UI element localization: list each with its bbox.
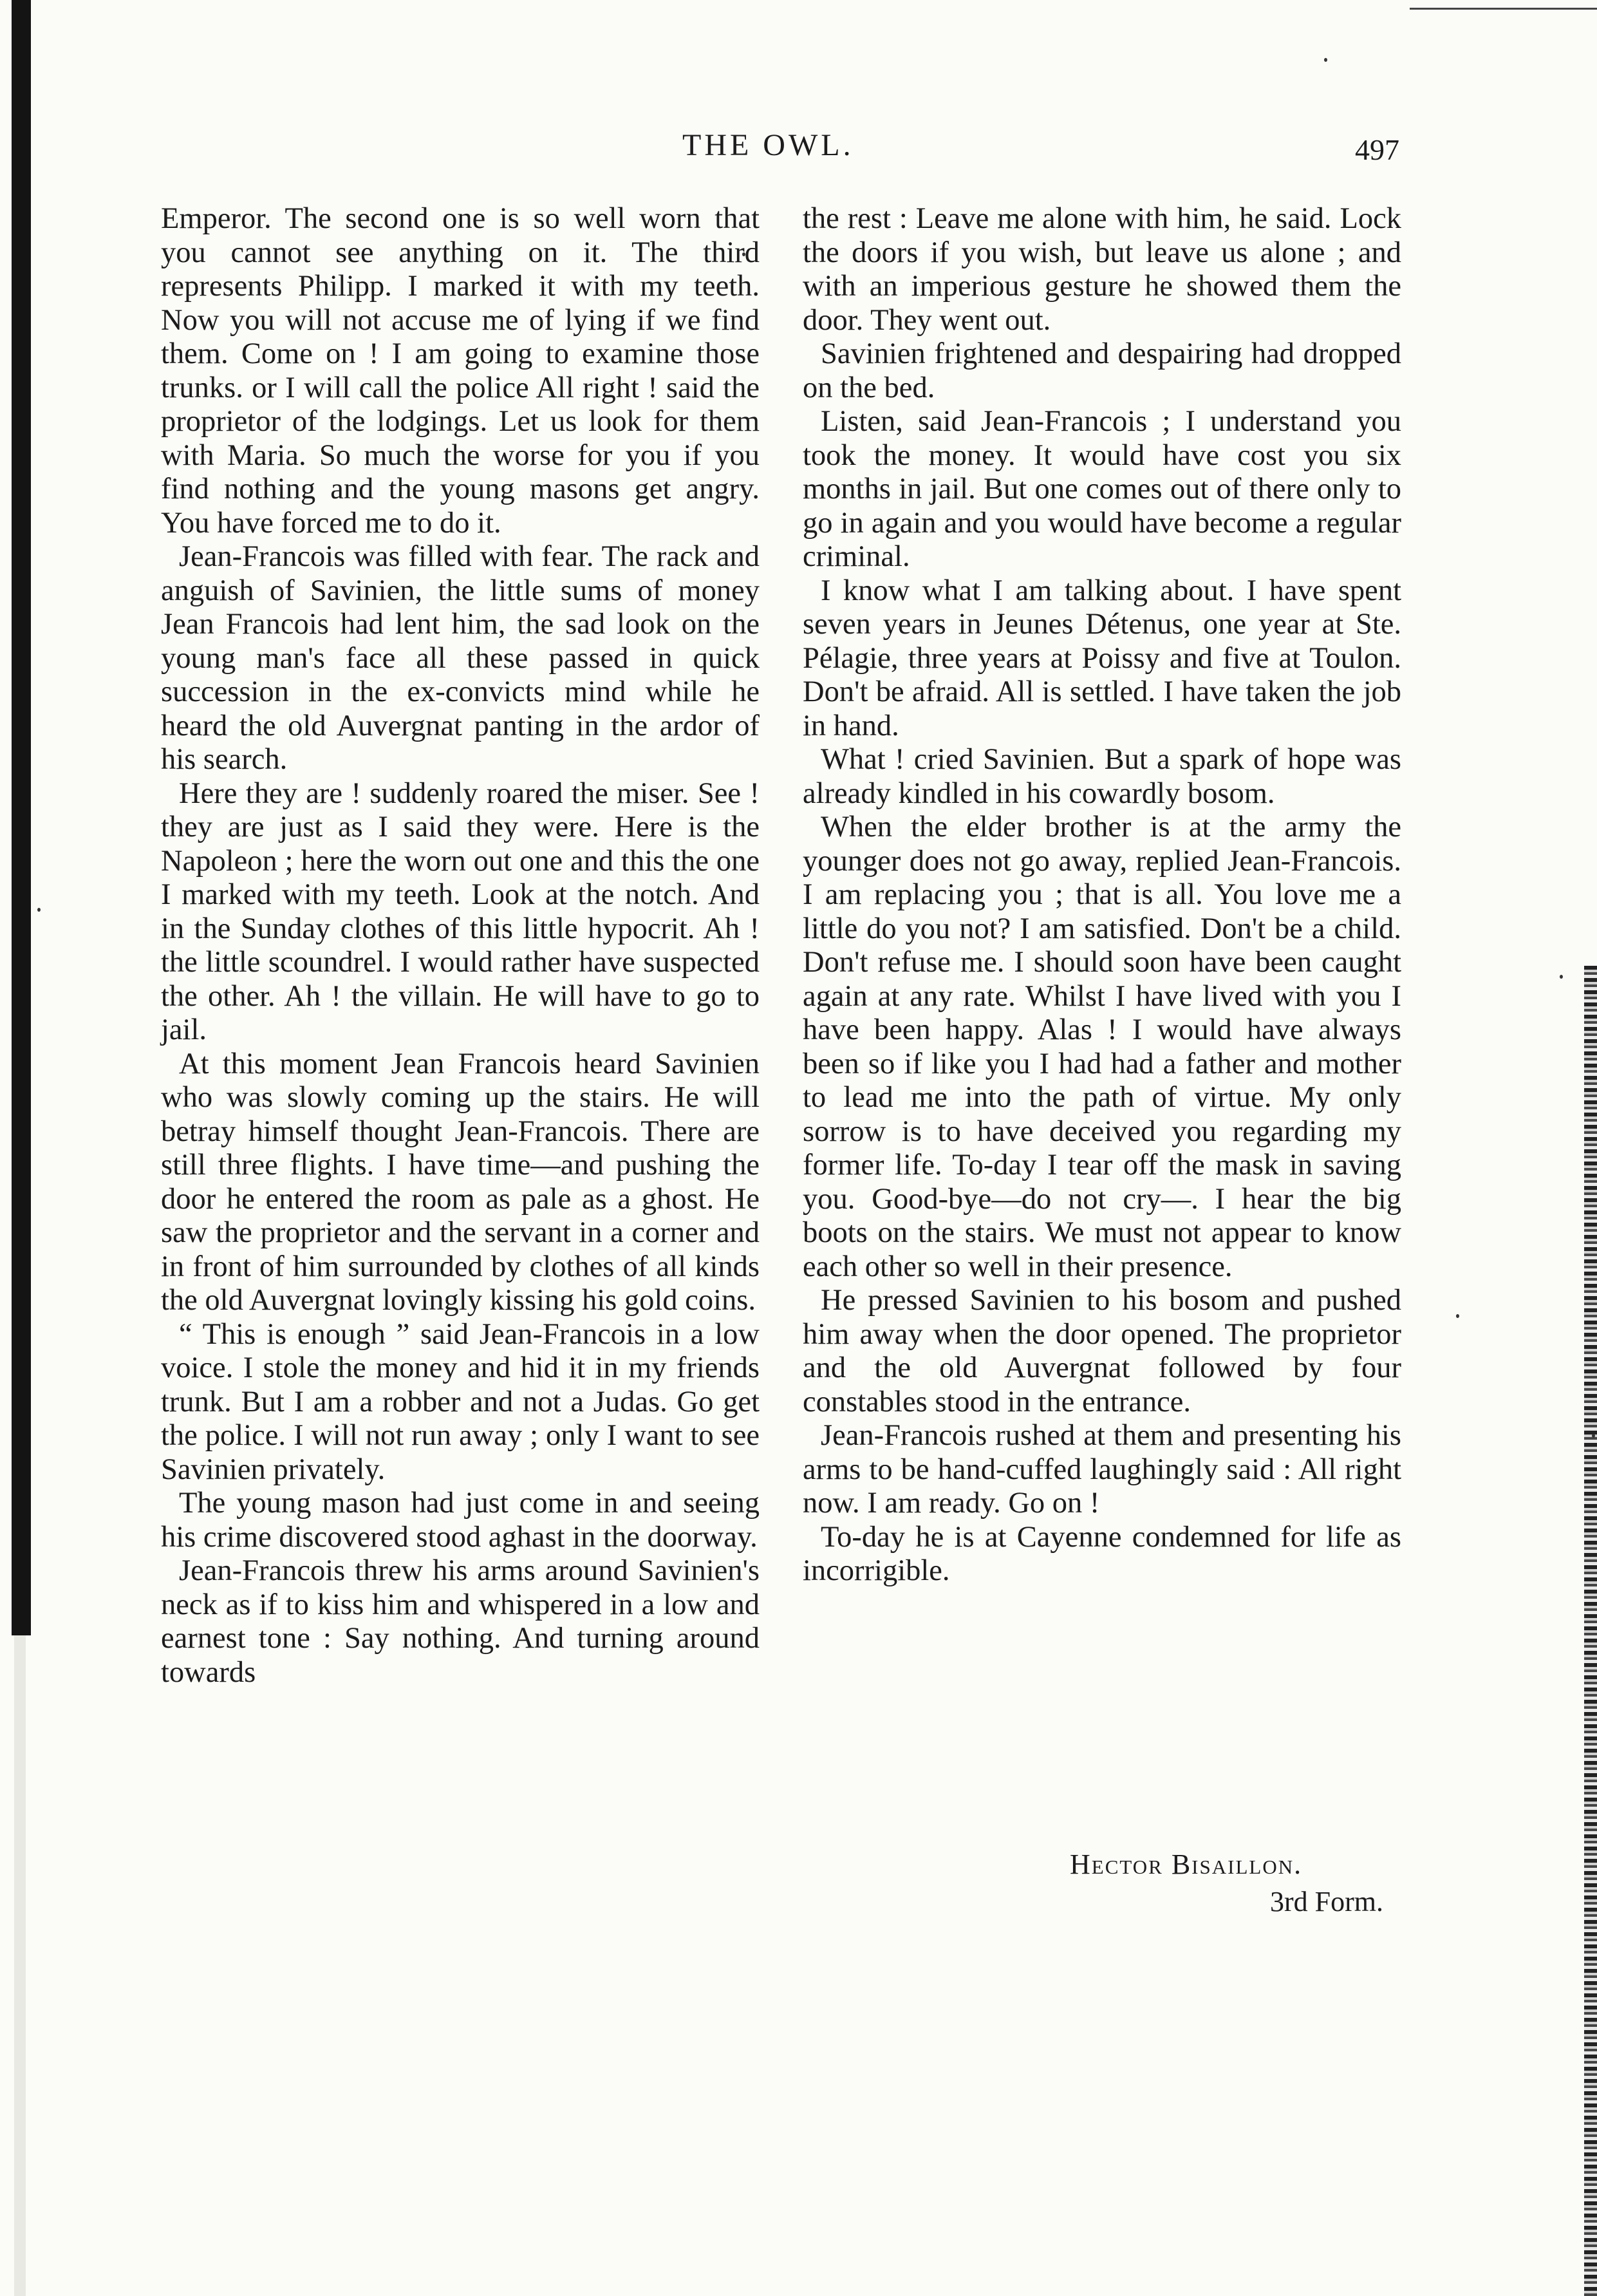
scan-binding-edge-lower: [14, 1635, 26, 2296]
paragraph: “ This is enough ” said Jean-Francois in a low voice. I stole the money and hid it in my friends trunk. But I am a robber and not a Judas. Go get the police. I will not run away ; only I want to see Savinien privately.: [161, 1317, 760, 1486]
paragraph: Emperor. The second one is so well worn that you cannot see anything on it. The third represents Philipp. I marked it with my teeth. Now you will not accuse me of lying if we find them. Come on ! I am going to examine those trunks. or I will call the police All right ! said the proprietor of the lodgings. Let us look for them with Maria. So much the worse for you if you find nothing and the young masons get angry. You have forced me to do it.: [161, 202, 760, 540]
paragraph: Jean-Francois was filled with fear. The rack and anguish of Savinien, the little sums of money Jean Francois had lent him, the sad look on the young man's face all these passed in quick succession in the ex-convicts mind while he heard the old Auvergnat panting in the ardor of his search.: [161, 540, 760, 776]
paragraph: Jean-Francois threw his arms around Savinien's neck as if to kiss him and whispered in a low and earnest tone : Say nothing. And turning around towards: [161, 1554, 760, 1689]
paragraph: Jean-Francois rushed at them and presenting his arms to be hand-cuffed laughingly said : All right now. I am ready. Go on !: [803, 1419, 1401, 1520]
scan-speck: [1456, 1314, 1459, 1318]
paragraph: the rest : Leave me alone with him, he said. Lock the doors if you wish, but leave us alone ; and with an imperious gesture he showed them the door. They went out.: [803, 202, 1401, 337]
page-number: 497: [1355, 133, 1399, 166]
left-column: [161, 202, 760, 1689]
paragraph: I know what I am talking about. I have spent seven years in Jeunes Détenus, one year at Ste. Pélagie, three years at Poissy and five at Toulon. Don't be afraid. All is settled. I have taken the job in hand.: [803, 574, 1401, 742]
scan-speck: [1560, 975, 1563, 979]
right-column: [803, 202, 1401, 1588]
paragraph: Here they are ! suddenly roared the miser. See ! they are just as I said they were. Here is the Napoleon ; here the worn out one and this the one I marked with my teeth. Look at the notch. And in the Sunday clothes of this little hypocrit. Ah ! the little scoundrel. I would rather have suspected the other. Ah ! the villain. He will have to go to jail.: [161, 776, 760, 1046]
paragraph: Savinien frightened and despairing had dropped on the bed.: [803, 337, 1401, 404]
scan-speck: [1324, 58, 1327, 62]
scan-top-rule: [1410, 8, 1597, 10]
scan-speck: [1592, 1434, 1595, 1438]
paragraph: The young mason had just come in and seeing his crime discovered stood aghast in the doorway.: [161, 1487, 760, 1554]
author-form: 3rd Form.: [1270, 1886, 1383, 1917]
scan-binding-edge: [12, 0, 31, 1635]
paragraph: When the elder brother is at the army the younger does not go away, replied Jean-Francois. I am replacing you ; that is all. You love me a little do you not? I am satisfied. Don't be a child. Don't refuse me. I should soon have been caught again at any rate. Whilst I have lived with you I have been happy. Alas ! I would have always been so if like you I had had a father and mother to lead me into the path of virtue. My only sorrow is to have deceived you regarding my former life. To-day I tear off the mask in saving you. Good-bye—do not cry—. I hear the big boots on the stairs. We must not appear to know each other so well in their presence.: [803, 811, 1401, 1283]
author-signature: Hector Bisaillon.: [1070, 1849, 1303, 1880]
paragraph: Listen, said Jean-Francois ; I understand you took the money. It would have cost you six months in jail. But one comes out of there only to go in again and you would have become a regular criminal.: [803, 405, 1401, 573]
paragraph: To-day he is at Cayenne condemned for life as incorrigible.: [803, 1520, 1401, 1587]
paragraph: He pressed Savinien to his bosom and pushed him away when the door opened. The proprietor and the old Auvergnat followed by four constables stood in the entrance.: [803, 1284, 1401, 1418]
running-title: THE OWL.: [682, 128, 854, 162]
paragraph: At this moment Jean Francois heard Savinien who was slowly coming up the stairs. He will betray himself thought Jean-Francois. There are still three flights. I have time—and pushing the door he entered the room as pale as a ghost. He saw the proprietor and the servant in a corner and in front of him surrounded by clothes of all kinds the old Auvergnat lovingly kissing his gold coins.: [161, 1047, 760, 1317]
scan-speck: [37, 908, 41, 912]
paragraph: What ! cried Savinien. But a spark of hope was already kindled in his cowardly bosom.: [803, 743, 1401, 810]
scan-page-edge: [1584, 966, 1597, 2296]
